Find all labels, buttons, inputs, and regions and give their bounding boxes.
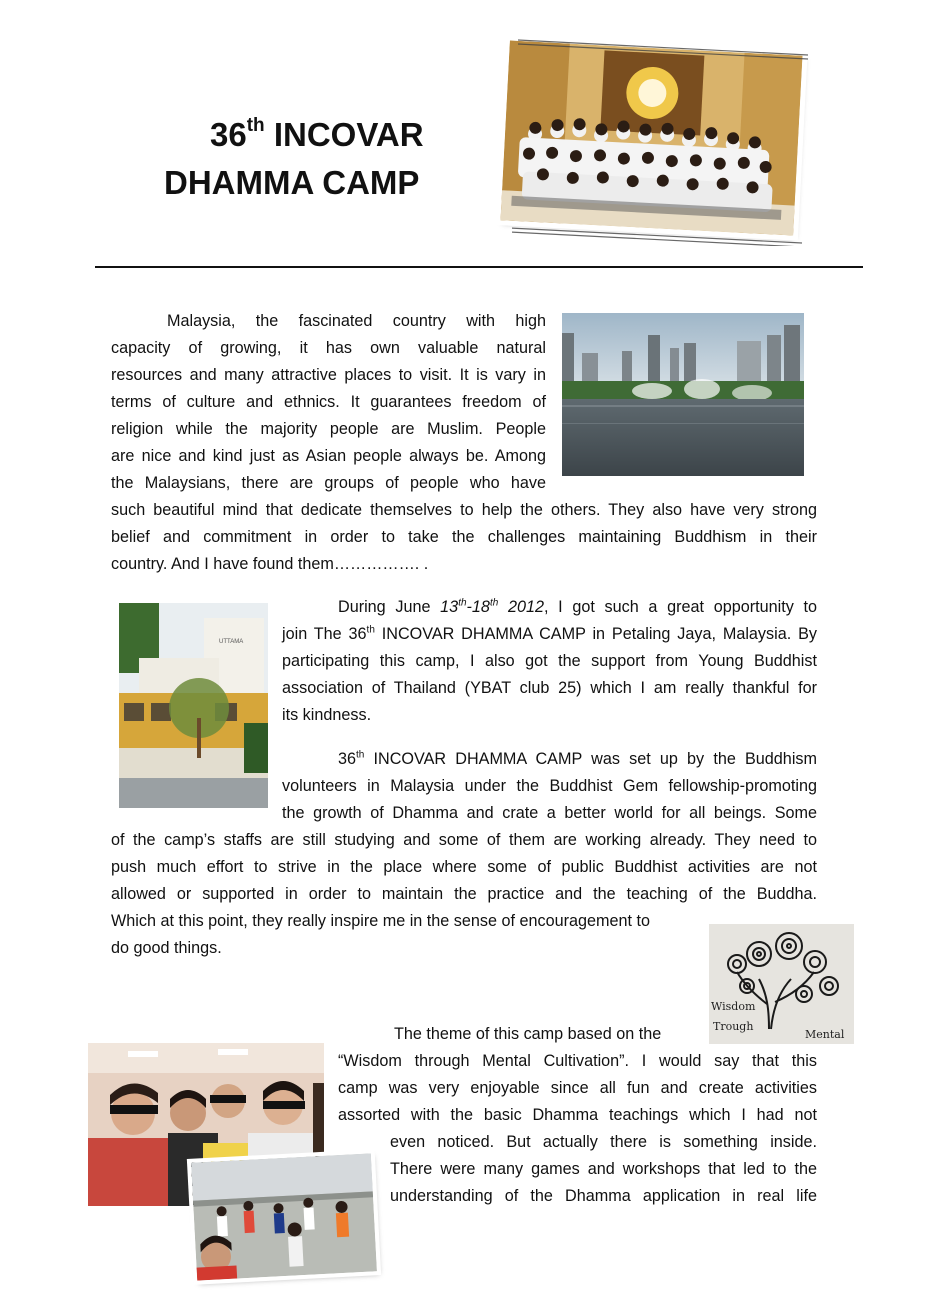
tree-caption-trough: Trough (713, 1020, 754, 1033)
camp-theme-paragraph-line1: The theme of this camp based on the (394, 1025, 662, 1043)
intro-paragraph-bottom: such beautiful mind that dedicate themselves to help the others. They also have very strong belief and commitment in order to take the challenges maintaining Buddhism in their country. And I have found them……………. . (111, 501, 817, 573)
wisdom-tree-drawing (709, 924, 854, 1044)
tree-caption-wisdom: Wisdom (711, 1000, 756, 1013)
camp-theme-paragraph-mid: “Wisdom through Mental Cultivation”. I would say that this camp was very enjoyable since all fun and create activities assorted with the basic Dhamma teachings which I had not (338, 1052, 817, 1124)
decorative-stripes (512, 36, 812, 246)
svg-text:UTTAMA: UTTAMA (219, 639, 244, 645)
header-divider (95, 266, 863, 268)
page-title-line-2: DHAMMA CAMP (164, 164, 420, 201)
tree-caption-mental: Mental (805, 1028, 845, 1041)
camp-organizers-paragraph-bottom: of the camp’s staffs are still studying and some of them are working already. They need to push much effort to strive in the place where some of public Buddhist activities are not allowed or supported in order to maintain the practice and the teaching of the Buddha. Which at this point, they really inspire me in the sense of encouragement to do good things. (111, 831, 817, 957)
page-title-line-1: 36th INCOVAR (210, 115, 424, 153)
camp-organizers-paragraph-top: 36th INCOVAR DHAMMA CAMP was set up by the Buddhism volunteers in Malaysia under the Buddhist Gem fellowship-promoting the growth of Dhamma and crate a better world for all beings. Some (282, 749, 817, 822)
rooftop-activity-photo (191, 1153, 377, 1280)
intro-paragraph-top: Malaysia, the fascinated country with high capacity of growing, it has own valuable natural resources and many attractive places to visit. It is vary in terms of culture and ethnics. It guarantees freedom of religion while the majority people are Muslim. People are nice and kind just as Asian people always be. Among the Malaysians, there are groups of people who have (111, 312, 546, 492)
camp-date-paragraph: During June 13th-18th 2012, I got such a great opportunity to join The 36th INCOVAR DHAMMA CAMP in Petaling Jaya, Malaysia. By participating this camp, I also got the support from Young Buddhist association of Thailand (YBAT club 25) which I am really thankful for its kindness. (282, 597, 817, 724)
temple-building-photo (119, 603, 268, 808)
kuala-lumpur-city-photo (562, 313, 804, 476)
camp-theme-paragraph-end: even noticed. But actually there is something inside. There were many games and workshops that led to the understanding of the Dhamma application in real life (390, 1133, 817, 1205)
